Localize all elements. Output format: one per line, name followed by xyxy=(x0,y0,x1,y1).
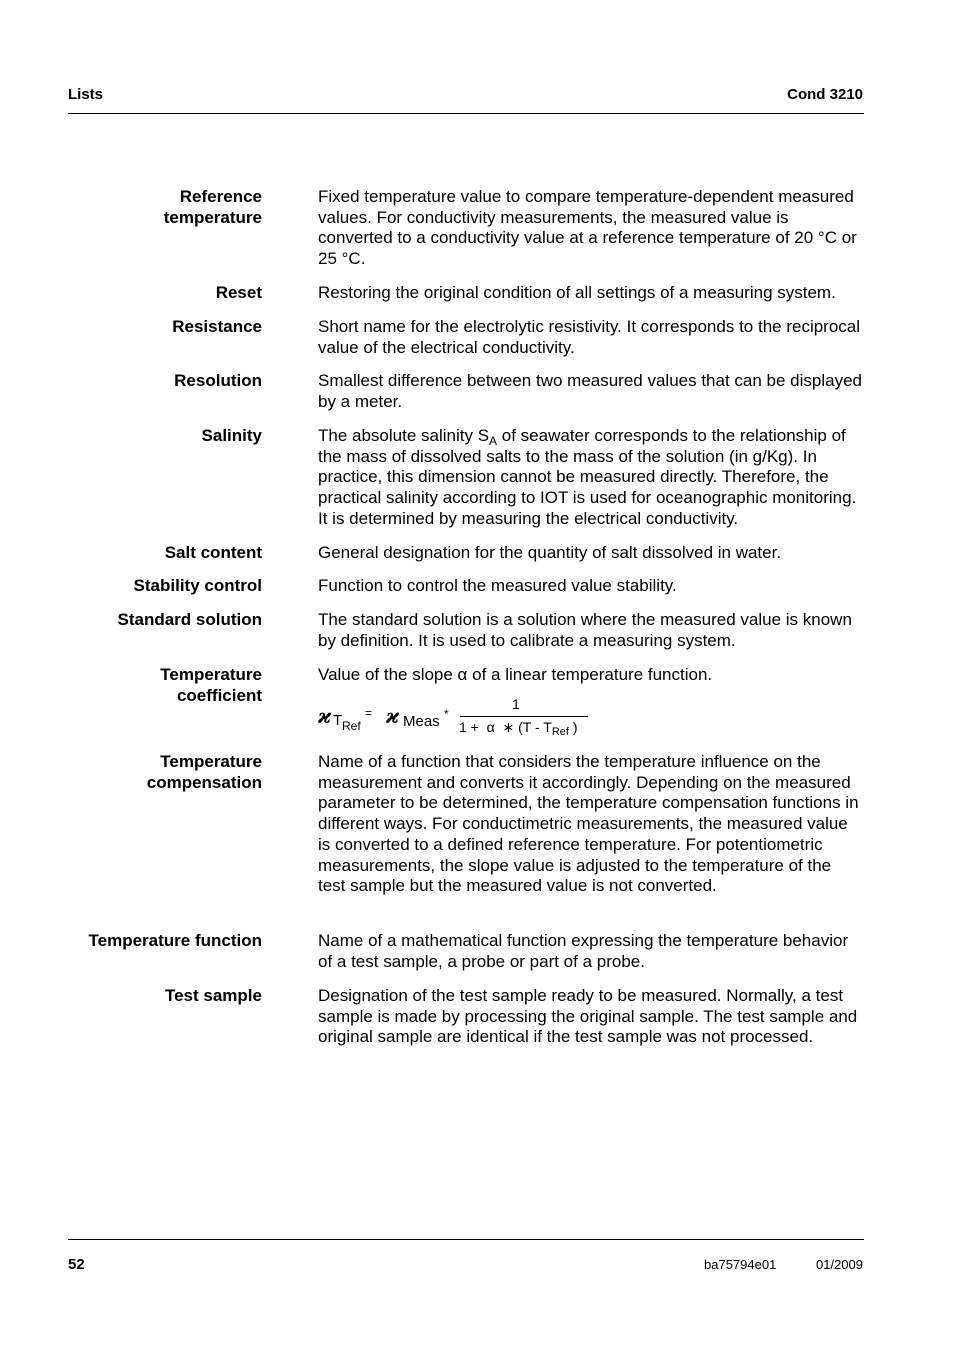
entry-term: Reference temperature xyxy=(163,187,262,227)
footer-rule xyxy=(68,1239,864,1240)
entry-definition: Short name for the electrolytic resistivity. It corresponds to the reciprocal value of the electrical conductivity. xyxy=(318,317,861,357)
entry-definition: Smallest difference between two measured values that can be displayed by a meter. xyxy=(318,371,863,411)
entry-term: Salinity xyxy=(201,426,262,445)
entry-term: Salt content xyxy=(164,543,262,562)
document-id: ba75794e01 xyxy=(704,1257,777,1272)
entry-definition: Function to control the measured value stability. xyxy=(318,576,677,595)
entry-definition: Name of a mathematical function expressing the temperature behavior of a test sample, a probe or part of a probe. xyxy=(318,931,849,971)
entry-definition: Designation of the test sample ready to be measured. Normally, a test sample is made by processing the original sample. The test sample and original sample are identical if the test sample was not processed. xyxy=(318,986,858,1047)
header-product: Cond 3210 xyxy=(787,86,863,103)
formula-kappa: ϰ xyxy=(318,704,332,728)
entry-definition: General designation for the quantity of salt dissolved in water. xyxy=(318,543,782,562)
header-rule xyxy=(68,113,864,114)
entry-term: Test sample xyxy=(164,986,262,1005)
formula-times: * xyxy=(444,707,449,721)
document-date: 01/2009 xyxy=(816,1257,863,1272)
formula-numerator: 1 xyxy=(512,696,520,712)
formula-equals: = xyxy=(365,706,373,720)
formula-meas: Meas xyxy=(403,713,440,730)
entry-term: Resistance xyxy=(172,317,262,336)
entry-term: Resolution xyxy=(174,371,262,390)
page-number: 52 xyxy=(68,1256,85,1273)
entry-definition: Restoring the original condition of all settings of a measuring system. xyxy=(318,283,836,302)
entry-term: Temperature function xyxy=(88,931,262,950)
entry-term: Standard solution xyxy=(117,610,262,629)
formula-fraction-line xyxy=(460,716,588,717)
entry-definition: The standard solution is a solution where the measured value is known by definition. It is used to calibrate a measuring system. xyxy=(318,610,852,650)
entry-term: Temperature compensation xyxy=(146,752,262,792)
entry-term: Stability control xyxy=(133,576,262,595)
entry-term: Temperature coefficient xyxy=(160,665,262,705)
formula-t: T xyxy=(333,712,343,729)
entry-definition: Fixed temperature value to compare temperature-dependent measured values. For conductivity measurements, the measured value is converted to a conductivity value at a reference temperature of 20 °C or 25 °C. xyxy=(318,187,857,269)
entry-definition: Value of the slope α of a linear temperature function. xyxy=(318,665,713,684)
formula-denominator: 1 + α ∗ ($T - T_{Ref}$ ) xyxy=(459,719,578,738)
entry-definition: The absolute salinity $S_A$ of seawater corresponds to the relationship of the mass of dissolved salts to the mass of the solution (in g/Kg). In practice, this dimension cannot be measured directly. Therefore, the practical salinity according to IOT is used for oceanographic monitoring. It is determined by measuring the electrical conductivity. xyxy=(318,426,857,528)
formula-ref-sub: Ref xyxy=(342,719,361,733)
entry-term: Reset xyxy=(215,283,262,302)
header-section: Lists xyxy=(68,86,104,103)
formula-kappa-meas: ϰ xyxy=(386,704,400,728)
temperature-coefficient-formula xyxy=(318,696,618,742)
entry-definition: Name of a function that considers the temperature influence on the measurement and converts it accordingly. Depending on the measured parameter to be determined, the temperature compensation functions in different ways. For conductimetric measurements, the measured value is converted to a defined reference temperature. For potentiometric measurements, the slope value is adjusted to the temperature of the test sample but the measured value is not converted. xyxy=(318,752,859,896)
